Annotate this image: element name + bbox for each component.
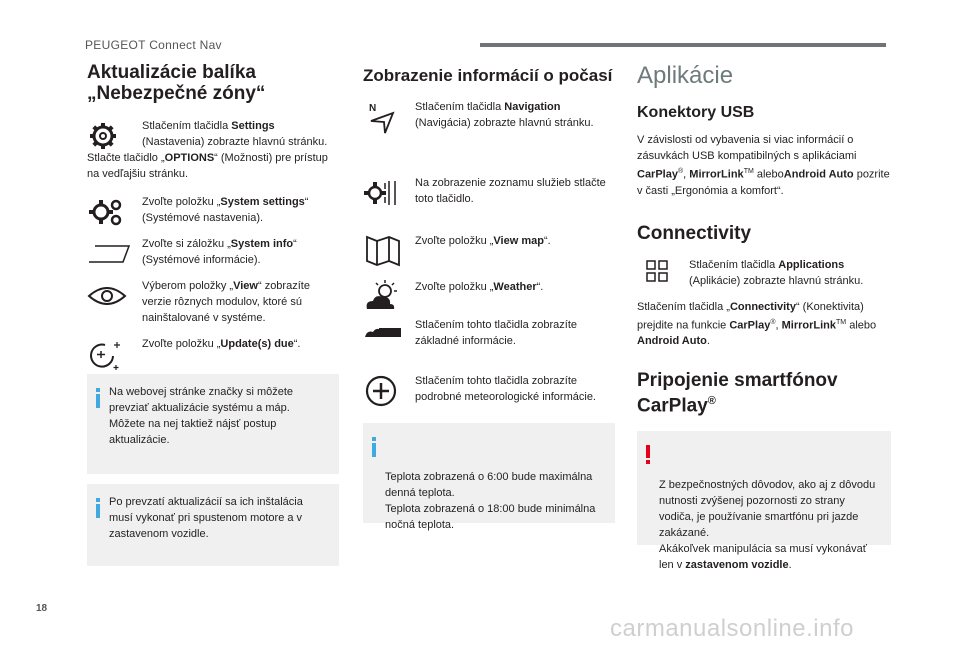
step-basic-info-text: Stlačením tohto tlačidla zobrazíte základné informácie.	[415, 319, 578, 347]
weather-icon	[363, 279, 403, 315]
tab-icon	[87, 236, 131, 272]
step-applications-text: Stlačením tlačidla Applications (Aplikácie) zobrazte hlavnú stránku.	[689, 258, 864, 287]
info-icon	[372, 437, 376, 457]
services-gear-icon	[363, 175, 403, 211]
step-system-settings	[87, 194, 339, 226]
applications-grid-icon	[637, 257, 677, 293]
info-icon	[96, 388, 100, 408]
step-applications	[637, 257, 891, 289]
usb-text: V závislosti od vybavenia si viac informácií o zásuvkách USB kompatibilných s aplikáciami CarPlay®, MirrorLink™ aleboAndroid Auto pozrite v časti „Ergonómia a komfort“.	[637, 134, 890, 197]
step-basic-info	[363, 317, 615, 349]
page-number: 18	[36, 603, 48, 614]
step-system-settings-text: Zvoľte položku „System settings“ (Systémové nastavenia).	[142, 196, 309, 224]
step-navigation-text: Stlačením tlačidla Navigation (Navigácia) zobrazte hlavnú stránku.	[415, 101, 594, 129]
warning-note-driving-text: Z bezpečnostných dôvodov, ako aj z dôvodu nutnosti zvýšenej pozornosti zo strany vodiča, je používanie smartfónu pri jazde zakázané. Akákoľvek manipulácia sa musí vykonávať len v zastavenom vozidle.	[659, 478, 876, 571]
info-note-install	[87, 484, 339, 566]
info-icon	[96, 498, 100, 518]
svg-text:N: N	[369, 103, 377, 114]
section-title-applications: Aplikácie	[637, 62, 734, 89]
connectivity-text: Stlačením tlačidla „Connectivity“ (Konektivita) prejdite na funkcie CarPlay®, MirrorLink™ alebo Android Auto.	[637, 300, 877, 348]
step-view-text: Výberom položky „View“ zobrazíte verzie rôznych modulov, ktoré sú nainštalované v systéme.	[142, 280, 310, 324]
step-updates-due-text: Zvoľte položku „Update(s) due“.	[142, 338, 301, 350]
navigation-arrow-icon	[363, 99, 403, 135]
step-navigation	[363, 99, 615, 131]
step-detailed-info-text: Stlačením tohto tlačidla zobrazíte podrobné meteorologické informácie.	[415, 375, 596, 403]
info-note-temperature-text: Teplota zobrazená o 6:00 bude maximálna denná teplota. Teplota zobrazená o 18:00 bude minimálna nočná teplota.	[385, 471, 596, 531]
warning-note-driving	[637, 431, 891, 571]
step-weather-text: Zvoľte položku „Weather“.	[415, 281, 544, 293]
step-settings	[87, 118, 339, 150]
watermark: carmanualsonline.info	[610, 615, 854, 642]
step-weather	[363, 279, 615, 295]
step-services-list-text: Na zobrazenie zoznamu služieb stlačte toto tlačidlo.	[415, 177, 606, 205]
subsection-title-usb: Konektory USB	[637, 104, 755, 121]
step-settings-text: Stlačením tlačidla Settings (Nastavenia) zobrazte hlavnú stránku.	[142, 120, 328, 148]
step-view-map	[363, 233, 615, 249]
running-header: PEUGEOT Connect Nav	[85, 38, 222, 52]
step-system-info	[87, 236, 339, 268]
subsection-title-carplay: Pripojenie smartfónov CarPlay®	[637, 370, 838, 417]
step-system-info-text: Zvoľte si záložku „System info“ (Systémové informácie).	[142, 238, 297, 266]
section-title-hazard-zones: Aktualizácie balíka „Nebezpečné zóny“	[87, 62, 266, 104]
step-detailed-info	[363, 373, 615, 405]
step-services-list	[363, 175, 615, 207]
system-settings-gears-icon	[87, 194, 127, 230]
update-clock-icon	[87, 336, 127, 372]
info-note-website	[87, 374, 339, 474]
header-bar	[480, 43, 886, 47]
section-title-weather: Zobrazenie informácií o počasí	[363, 66, 613, 85]
map-icon	[363, 233, 403, 269]
info-note-website-text: Na webovej stránke značky si môžete prevziať aktualizácie systému a máp. Môžete na nej taktiež nájsť postup aktualizácie.	[109, 386, 294, 446]
column-applications	[637, 62, 891, 571]
basic-weather-bar-icon	[363, 317, 403, 353]
step-view	[87, 278, 339, 326]
column-hazard-zones	[87, 62, 339, 566]
step-view-map-text: Zvoľte položku „View map“.	[415, 235, 551, 247]
warning-icon	[646, 445, 650, 465]
eye-icon	[87, 278, 127, 314]
step-options-text: Stlačte tlačidlo „OPTIONS“ (Možnosti) pre prístup na vedľajšiu stránku.	[87, 152, 328, 180]
subsection-title-connectivity: Connectivity	[637, 222, 752, 244]
info-note-install-text: Po prevzatí aktualizácií sa ich inštalácia musí vykonať pri spustenom motore a v zastavenom vozidle.	[109, 496, 303, 540]
plus-circle-icon	[363, 373, 403, 409]
settings-gear-icon	[87, 118, 127, 154]
info-note-temperature	[363, 423, 615, 531]
step-updates-due	[87, 336, 339, 352]
column-weather	[363, 62, 615, 531]
